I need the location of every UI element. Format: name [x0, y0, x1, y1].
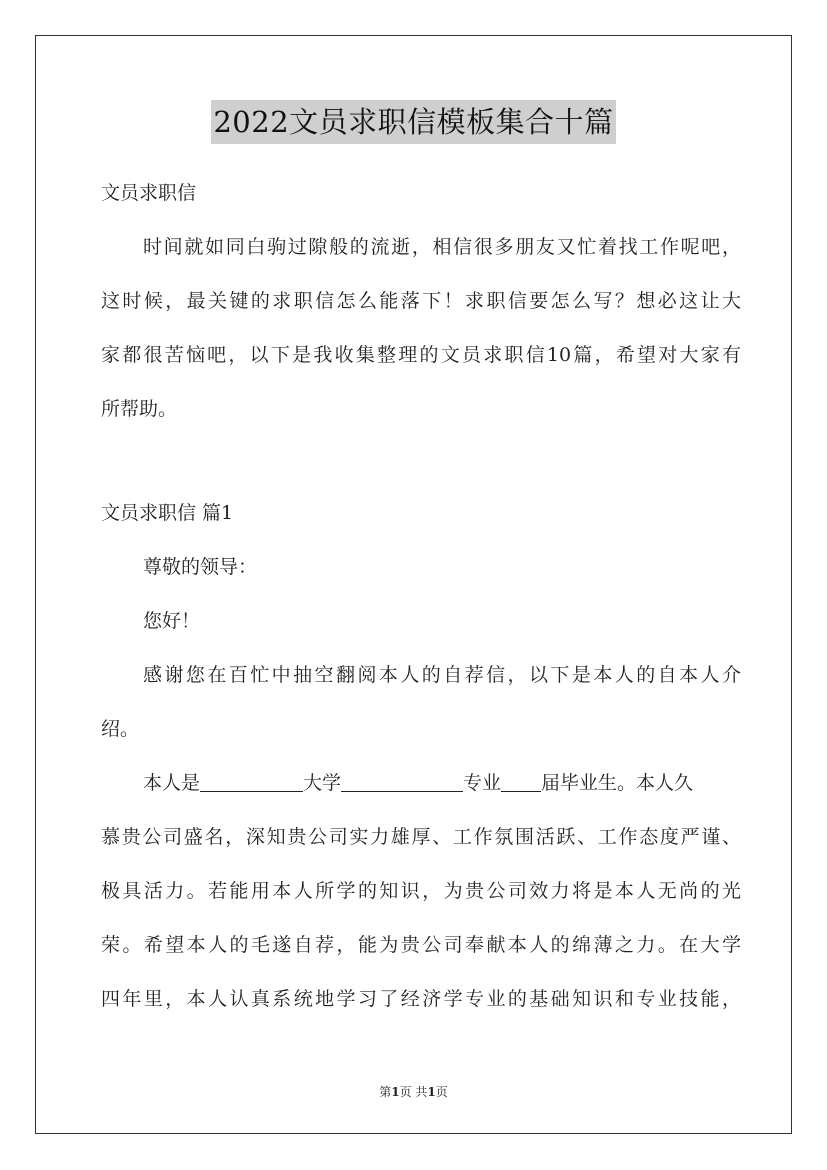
page-number-prefix: 第 [379, 1085, 392, 1099]
paragraph-line: 荣。希望本人的毛遂自荐，能为贵公司奉献本人的绵薄之力。在大学 [101, 934, 741, 956]
paragraph-line: 极具活力。若能用本人所学的知识，为贵公司效力将是本人无尚的光 [101, 880, 741, 902]
page-footer [0, 1083, 827, 1100]
intro-line: 所帮助。 [101, 398, 178, 420]
section-heading: 文员求职信 [101, 182, 197, 204]
text-segment: 届毕业生。本人久 [541, 772, 694, 794]
paragraph-line-with-blanks [101, 756, 741, 810]
section-gap [101, 436, 741, 486]
article-heading: 文员求职信 篇1 [101, 502, 234, 524]
title-wrap [0, 100, 827, 144]
fill-in-blank-university [200, 771, 303, 792]
paragraph-line: 感谢您在百忙中抽空翻阅本人的自荐信，以下是本人的自本人介 [143, 664, 741, 686]
page-number: 1 [391, 1085, 400, 1099]
fill-in-blank-year [501, 771, 541, 792]
document-body [101, 166, 741, 1026]
paragraph-line: 绍。 [101, 718, 140, 740]
text-segment: 专业 [463, 772, 502, 794]
intro-line: 这时候，最关键的求职信怎么能落下！求职信要怎么写？想必这让大 [101, 290, 741, 312]
page-total: 1 [427, 1085, 436, 1099]
text-segment: 大学 [303, 772, 342, 794]
greeting: 您好！ [143, 610, 201, 632]
text-segment: 本人是 [143, 772, 201, 794]
intro-line: 时间就如同白驹过隙般的流逝，相信很多朋友又忙着找工作呢吧， [143, 236, 741, 258]
document-title: 2022文员求职信模板集合十篇 [211, 100, 615, 144]
fill-in-blank-major [341, 771, 463, 792]
page-number-suffix: 页 [435, 1085, 448, 1099]
salutation: 尊敬的领导： [143, 556, 258, 578]
paragraph-line: 四年里，本人认真系统地学习了经济学专业的基础知识和专业技能， [101, 988, 741, 1010]
paragraph-line: 慕贵公司盛名，深知贵公司实力雄厚、工作氛围活跃、工作态度严谨、 [101, 826, 741, 848]
page-number-mid: 页 共 [399, 1085, 428, 1099]
intro-line: 家都很苦恼吧，以下是我收集整理的文员求职信10篇，希望对大家有 [101, 344, 741, 366]
